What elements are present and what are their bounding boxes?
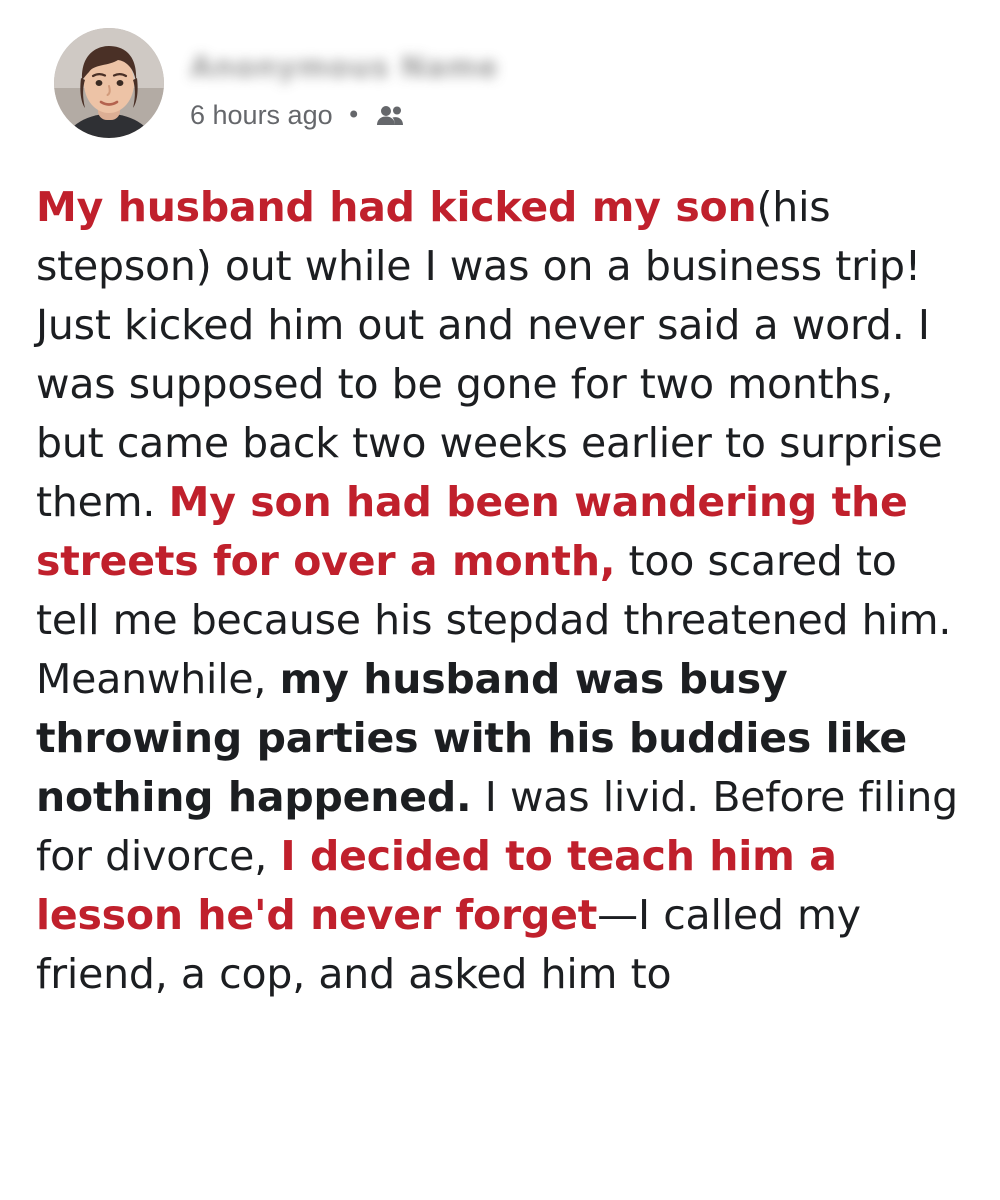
author-name-text: Anonymous Name — [190, 50, 499, 84]
post-text-segment-1: My husband had kicked my son — [36, 183, 757, 231]
post-meta — [190, 102, 970, 129]
post-timestamp[interactable]: 6 hours ago — [190, 100, 333, 130]
author-name[interactable] — [190, 50, 610, 84]
post-text-segment-7: I decided to teach him a lesson he'd never forget — [36, 832, 837, 940]
friends-icon[interactable] — [375, 104, 405, 128]
meta-separator: • — [346, 100, 361, 129]
avatar[interactable] — [54, 28, 164, 138]
post-text-segment-6: I was livid. Before filing for divorce, — [36, 773, 958, 881]
post-text-segment-8: —I called my friend, a cop, and asked him to — [36, 891, 861, 999]
post-text — [30, 178, 970, 1004]
post-header-text — [182, 22, 970, 129]
post-text-segment-5: my husband was busy throwing parties with his buddies like nothing happened. — [36, 655, 907, 822]
user-avatar-photo — [54, 28, 164, 138]
post-text-segment-3: My son had been wandering the streets for over a month, — [36, 478, 908, 586]
post-text-segment-4: too scared to tell me because his stepdad threatened him. Meanwhile, — [36, 537, 952, 704]
post-header — [30, 22, 970, 172]
post-text-segment-2: (his stepson) out while I was on a business trip! Just kicked him out and never said a word. I was supposed to be gone for two months, but came back two weeks earlier to surprise them. — [36, 183, 943, 527]
